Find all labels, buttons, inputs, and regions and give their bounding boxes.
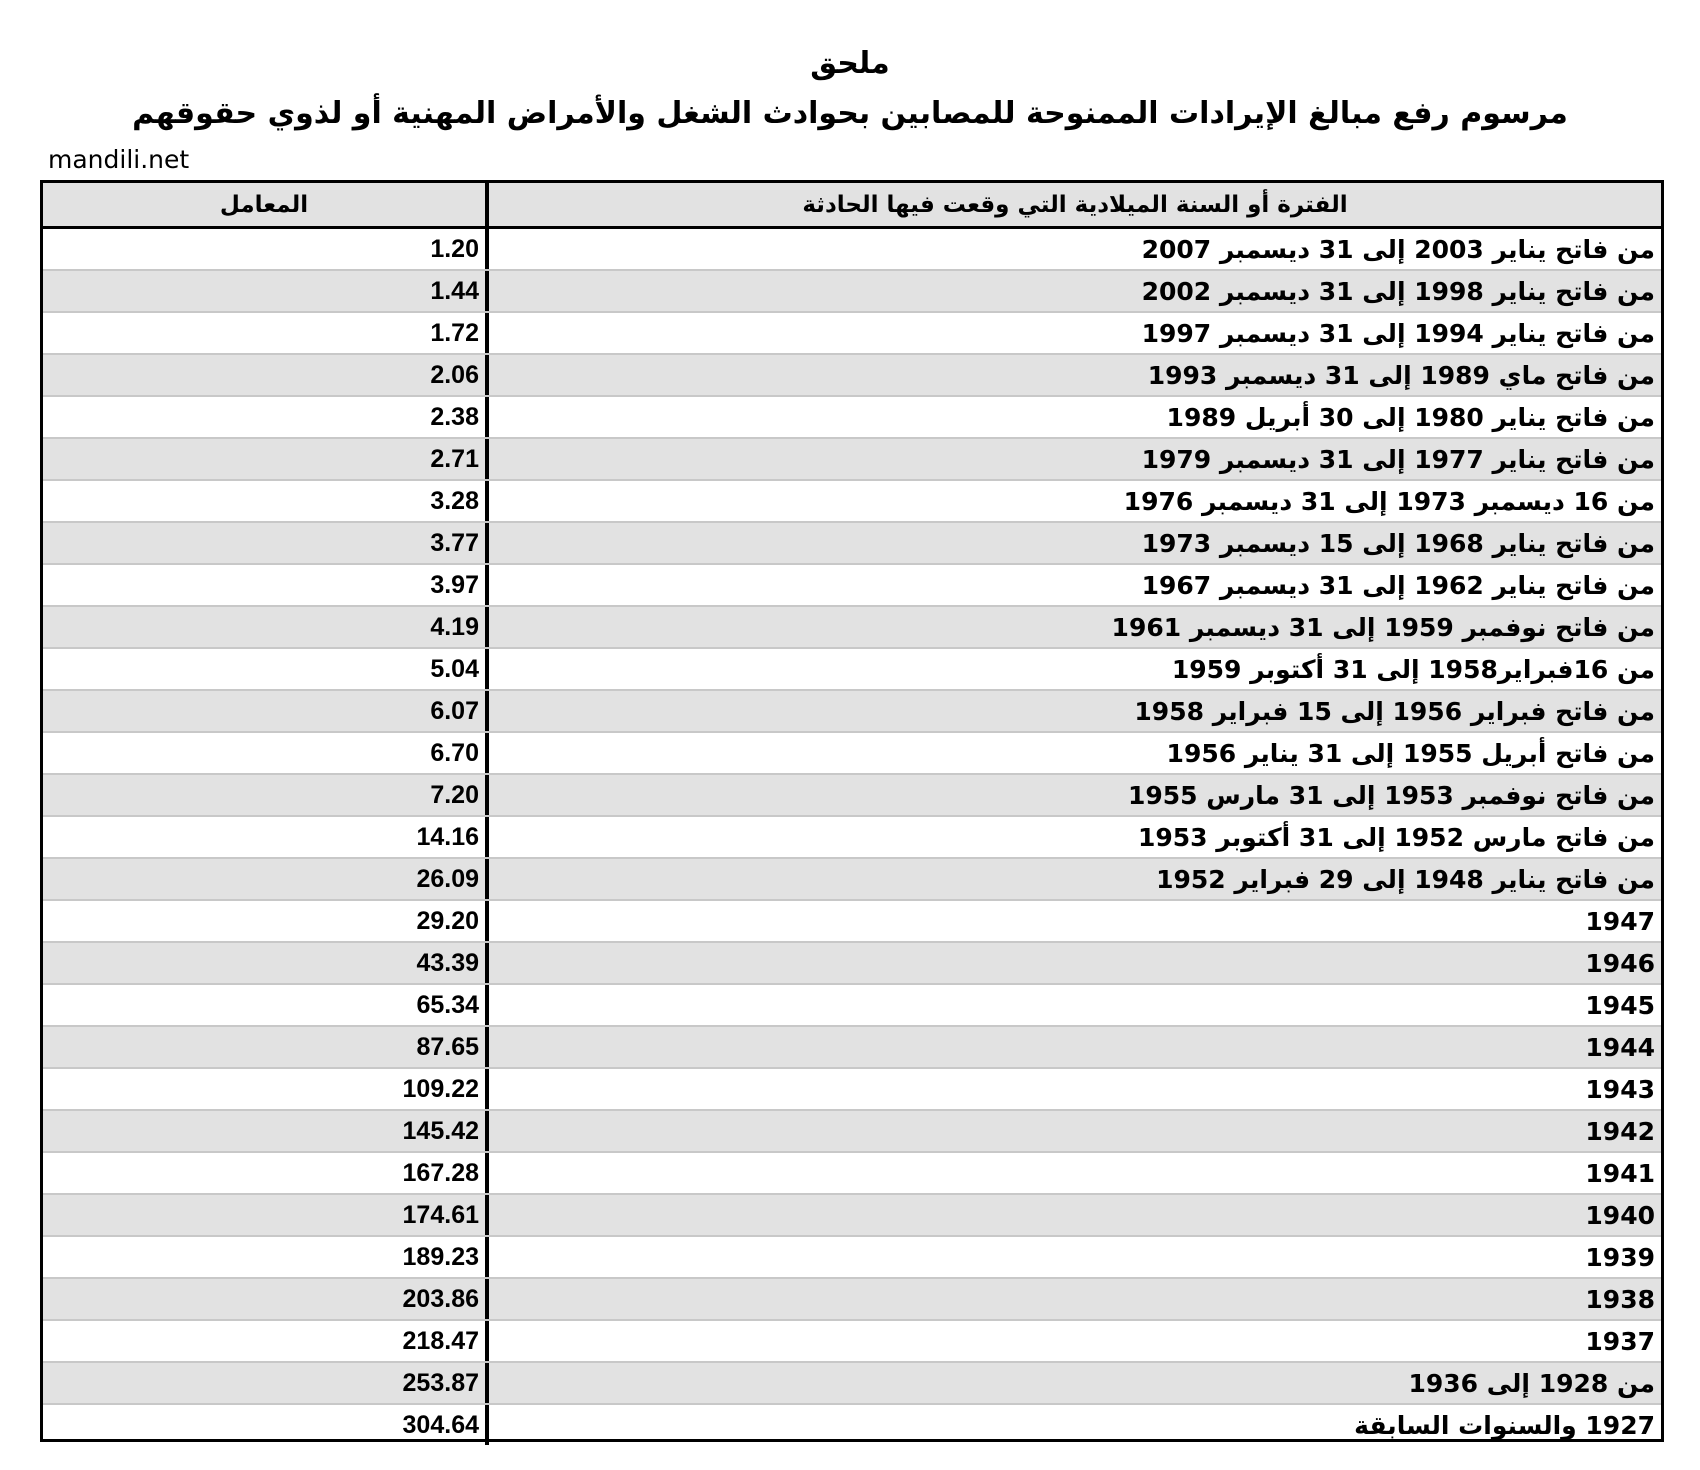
coefficient-cell: 87.65 bbox=[43, 1027, 489, 1067]
period-cell: 1937 bbox=[1585, 1326, 1655, 1356]
period-cell: من فاتح يناير 1980 إلى 30 أبريل 1989 bbox=[1166, 402, 1655, 432]
coefficient-cell: 1.44 bbox=[43, 271, 489, 311]
period-cell: 1943 bbox=[1585, 1074, 1655, 1104]
table-row bbox=[43, 1195, 1661, 1237]
period-cell: 1947 bbox=[1585, 906, 1655, 936]
coefficient-cell: 6.70 bbox=[43, 733, 489, 773]
table-row bbox=[43, 313, 1661, 355]
coefficient-cell: 145.42 bbox=[43, 1111, 489, 1151]
table-row bbox=[43, 901, 1661, 943]
table-row bbox=[43, 397, 1661, 439]
header-period: الفترة أو السنة الميلادية التي وقعت فيها الحادثة bbox=[802, 191, 1348, 218]
table-row bbox=[43, 1321, 1661, 1363]
table-row bbox=[43, 355, 1661, 397]
coefficient-cell: 4.19 bbox=[43, 607, 489, 647]
period-cell: من فاتح يناير 1968 إلى 15 ديسمبر 1973 bbox=[1141, 528, 1655, 558]
table-row bbox=[43, 607, 1661, 649]
period-cell: من 16فبراير1958 إلى 31 أكتوبر 1959 bbox=[1171, 654, 1655, 684]
coefficient-cell: 2.38 bbox=[43, 397, 489, 437]
table-row bbox=[43, 1111, 1661, 1153]
coefficient-cell: 2.71 bbox=[43, 439, 489, 479]
coefficient-cell: 167.28 bbox=[43, 1153, 489, 1193]
header-coefficient: المعامل bbox=[43, 183, 489, 226]
period-cell: من 1928 إلى 1936 bbox=[1408, 1368, 1655, 1398]
table-row bbox=[43, 817, 1661, 859]
coefficient-cell: 7.20 bbox=[43, 775, 489, 815]
table-row bbox=[43, 1363, 1661, 1405]
table-header-row bbox=[43, 183, 1661, 229]
period-cell: من فاتح أبريل 1955 إلى 31 يناير 1956 bbox=[1166, 738, 1655, 768]
table-row bbox=[43, 565, 1661, 607]
coefficient-cell: 6.07 bbox=[43, 691, 489, 731]
coefficient-cell: 65.34 bbox=[43, 985, 489, 1025]
coefficient-cell: 174.61 bbox=[43, 1195, 489, 1235]
table-row bbox=[43, 985, 1661, 1027]
coefficient-cell: 29.20 bbox=[43, 901, 489, 941]
period-cell: 1946 bbox=[1585, 948, 1655, 978]
table-row bbox=[43, 523, 1661, 565]
period-cell: من فاتح يناير 1994 إلى 31 ديسمبر 1997 bbox=[1141, 318, 1655, 348]
period-cell: من فاتح نوفمبر 1953 إلى 31 مارس 1955 bbox=[1127, 780, 1655, 810]
period-cell: 1944 bbox=[1585, 1032, 1655, 1062]
coefficient-cell: 189.23 bbox=[43, 1237, 489, 1277]
coefficient-cell: 253.87 bbox=[43, 1363, 489, 1403]
table-row bbox=[43, 1237, 1661, 1279]
coefficient-cell: 109.22 bbox=[43, 1069, 489, 1109]
period-cell: من فاتح فبراير 1956 إلى 15 فبراير 1958 bbox=[1134, 696, 1655, 726]
period-cell: 1938 bbox=[1585, 1284, 1655, 1314]
coefficient-cell: 14.16 bbox=[43, 817, 489, 857]
coefficient-cell: 26.09 bbox=[43, 859, 489, 899]
table-row bbox=[43, 439, 1661, 481]
period-cell: 1945 bbox=[1585, 990, 1655, 1020]
period-cell: من فاتح يناير 1962 إلى 31 ديسمبر 1967 bbox=[1141, 570, 1655, 600]
coefficient-cell: 218.47 bbox=[43, 1321, 489, 1361]
period-cell: من فاتح نوفمبر 1959 إلى 31 ديسمبر 1961 bbox=[1111, 612, 1655, 642]
document-title: ملحق bbox=[810, 46, 890, 81]
period-cell: 1941 bbox=[1585, 1158, 1655, 1188]
table-row bbox=[43, 271, 1661, 313]
table-row bbox=[43, 859, 1661, 901]
table-row bbox=[43, 1153, 1661, 1195]
period-cell: من فاتح يناير 2003 إلى 31 ديسمبر 2007 bbox=[1141, 234, 1655, 264]
table-row bbox=[43, 481, 1661, 523]
coefficient-cell: 2.06 bbox=[43, 355, 489, 395]
table-row bbox=[43, 649, 1661, 691]
coefficient-table bbox=[40, 180, 1664, 1442]
coefficient-cell: 3.97 bbox=[43, 565, 489, 605]
source-label: mandili.net bbox=[48, 145, 190, 174]
period-cell: من فاتح ماي 1989 إلى 31 ديسمبر 1993 bbox=[1147, 360, 1655, 390]
period-cell: من فاتح يناير 1948 إلى 29 فبراير 1952 bbox=[1156, 864, 1655, 894]
period-cell: من 16 ديسمبر 1973 إلى 31 ديسمبر 1976 bbox=[1123, 486, 1655, 516]
table-row bbox=[43, 1405, 1661, 1445]
period-cell: 1940 bbox=[1585, 1200, 1655, 1230]
coefficient-cell: 304.64 bbox=[43, 1405, 489, 1445]
table-row bbox=[43, 691, 1661, 733]
table-row bbox=[43, 733, 1661, 775]
coefficient-cell: 3.28 bbox=[43, 481, 489, 521]
coefficient-cell: 203.86 bbox=[43, 1279, 489, 1319]
table-row bbox=[43, 1279, 1661, 1321]
period-cell: من فاتح يناير 1998 إلى 31 ديسمبر 2002 bbox=[1141, 276, 1655, 306]
coefficient-cell: 1.72 bbox=[43, 313, 489, 353]
coefficient-cell: 43.39 bbox=[43, 943, 489, 983]
table-row bbox=[43, 1027, 1661, 1069]
period-cell: 1942 bbox=[1585, 1116, 1655, 1146]
period-cell: 1939 bbox=[1585, 1242, 1655, 1272]
period-cell: من فاتح يناير 1977 إلى 31 ديسمبر 1979 bbox=[1141, 444, 1655, 474]
coefficient-cell: 1.20 bbox=[43, 229, 489, 269]
table-row bbox=[43, 229, 1661, 271]
coefficient-cell: 3.77 bbox=[43, 523, 489, 563]
coefficient-cell: 5.04 bbox=[43, 649, 489, 689]
table-row bbox=[43, 943, 1661, 985]
table-row bbox=[43, 1069, 1661, 1111]
table-row bbox=[43, 775, 1661, 817]
period-cell: 1927 والسنوات السابقة bbox=[1354, 1410, 1655, 1440]
period-cell: من فاتح مارس 1952 إلى 31 أكتوبر 1953 bbox=[1137, 822, 1655, 852]
document-subtitle: مرسوم رفع مبالغ الإيرادات الممنوحة للمصابين بحوادث الشغل والأمراض المهنية أو لذوي حقوقهم bbox=[132, 96, 1568, 131]
